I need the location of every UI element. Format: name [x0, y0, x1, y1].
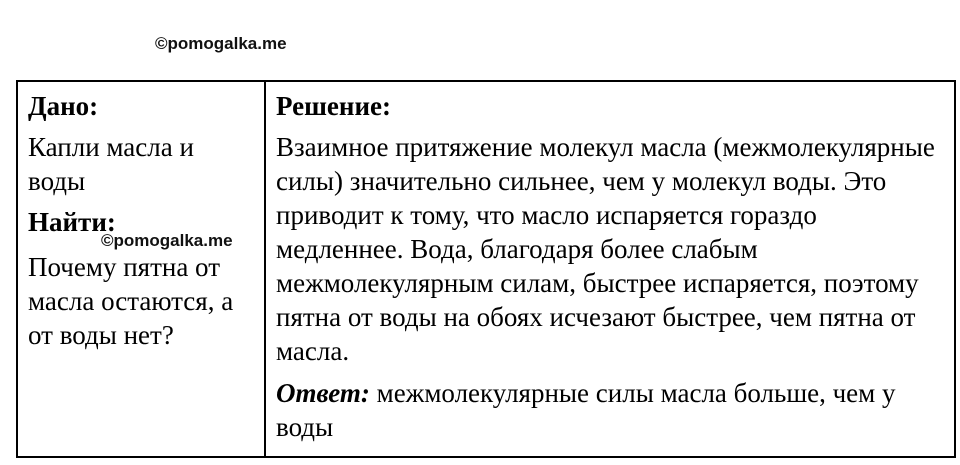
answer-label: Ответ:: [276, 378, 370, 408]
answer-text: межмолекулярные силы масла больше, чем у воды: [276, 378, 896, 442]
answer-paragraph: [276, 376, 944, 444]
given-heading: Дано:: [28, 91, 99, 121]
given-text: Капли масла и воды: [28, 132, 194, 196]
solution-column: [266, 82, 954, 456]
solution-text: Взаимное притяжение молекул масла (межмолекулярные силы) значительно сильнее, чем у молекул воды. Это приводит к тому, что масло испаряется гораздо медленнее. Вода, благодаря более слабым межмолекулярным силам, быстрее испаряется, поэтому пятна от воды на обоях исчезают быстрее, чем пятна от масла.: [276, 132, 935, 366]
find-heading: Найти:: [28, 207, 116, 237]
task-table: [16, 80, 956, 458]
solution-heading: Решение:: [276, 91, 391, 121]
watermark-top: ©pomogalka.me: [155, 34, 287, 53]
given-find-column: [18, 82, 266, 456]
find-text: Почему пятна от масла остаются, а от воды нет?: [28, 252, 234, 350]
watermark-middle: ©pomogalka.me: [101, 231, 233, 250]
